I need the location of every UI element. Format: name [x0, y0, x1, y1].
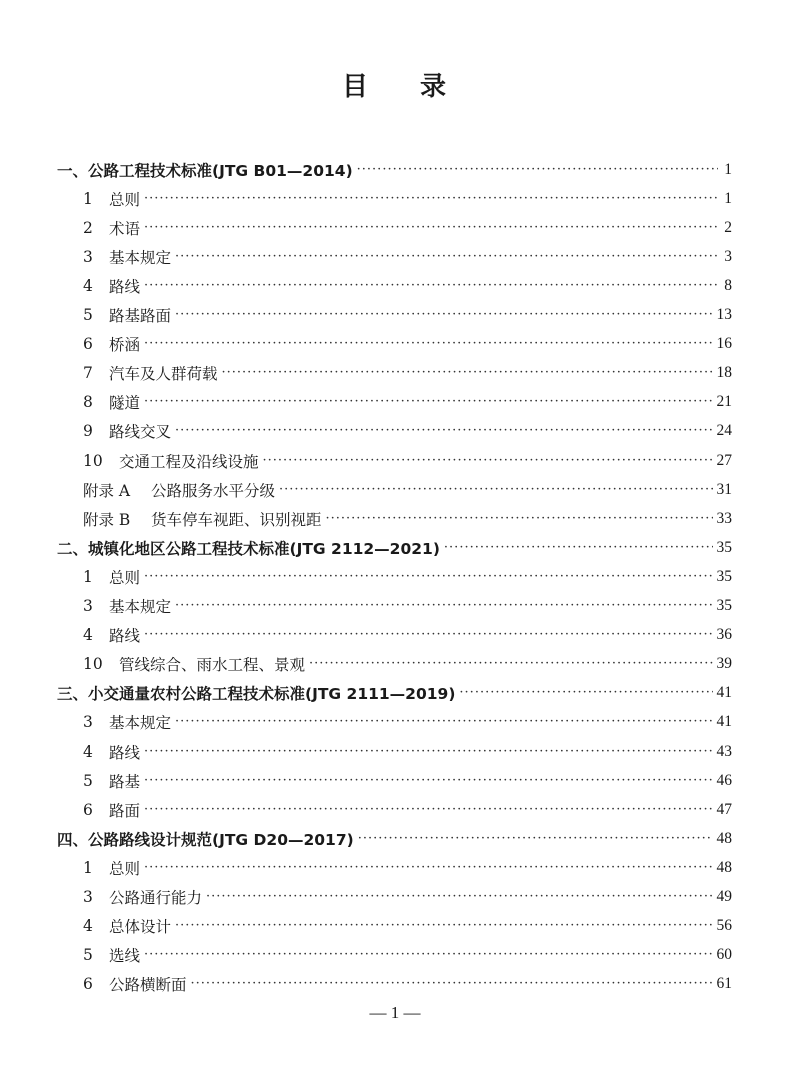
- dot-leader: [175, 917, 712, 935]
- toc-page-number: 46: [716, 771, 732, 789]
- toc-item[interactable]: [83, 941, 732, 970]
- toc-item[interactable]: [83, 446, 732, 475]
- toc-page-number: 41: [716, 684, 732, 702]
- toc-item-title: 总则: [109, 859, 141, 878]
- dot-leader: [144, 190, 718, 208]
- toc-item-number: 3: [83, 713, 93, 732]
- toc-item-title: 货车停车视距、识别视距: [151, 510, 322, 529]
- toc-item-title: 基本规定: [109, 598, 172, 616]
- toc-item[interactable]: [83, 795, 732, 824]
- toc-section[interactable]: [57, 155, 732, 184]
- dot-leader: [191, 975, 713, 993]
- dot-leader: [263, 452, 713, 470]
- toc-item[interactable]: [83, 388, 732, 417]
- toc-item[interactable]: [83, 271, 732, 300]
- toc-item-title: 管线综合、雨水工程、景观: [119, 656, 306, 675]
- toc-page-number: 16: [716, 335, 732, 353]
- toc-item-number: 2: [83, 218, 93, 237]
- toc-item-number: 9: [83, 422, 93, 441]
- toc-item-title: 公路横断面: [109, 976, 187, 995]
- toc-page-number: 3: [724, 247, 732, 265]
- dot-leader: [144, 277, 718, 295]
- toc-item[interactable]: [83, 592, 732, 621]
- toc-item-title: 总则: [109, 190, 141, 209]
- toc-item-title: 总体设计: [109, 918, 172, 937]
- toc-page-number: 27: [716, 451, 732, 469]
- toc-item-title: 路基路面: [109, 307, 172, 325]
- toc-section[interactable]: [57, 679, 732, 708]
- dot-leader: [144, 335, 712, 353]
- toc-page-number: 18: [716, 364, 732, 382]
- toc-item[interactable]: [83, 912, 732, 941]
- toc-page-number: 41: [716, 713, 732, 731]
- toc-item-title: 路线: [109, 743, 141, 762]
- toc-page-number: 60: [716, 946, 732, 964]
- toc-page-number: 49: [716, 888, 732, 905]
- toc-item[interactable]: [83, 970, 732, 999]
- toc-page-number: 24: [716, 422, 732, 440]
- toc-page-number: 36: [716, 626, 732, 644]
- toc-item[interactable]: [83, 330, 732, 359]
- toc-item-number: 5: [83, 946, 93, 965]
- toc-item-number: 7: [83, 364, 93, 383]
- toc-item[interactable]: [83, 853, 732, 882]
- title-char-2: 录: [420, 72, 449, 102]
- dot-leader: [144, 743, 712, 761]
- page-title: [0, 66, 790, 103]
- dot-leader: [444, 539, 713, 557]
- toc-section-title: 二、城镇化地区公路工程技术标准(JTG 2112—2021): [57, 539, 440, 558]
- toc-item-number: 1: [83, 189, 93, 208]
- toc-item[interactable]: [83, 708, 732, 737]
- toc-page-number: 39: [716, 655, 732, 673]
- dot-leader: [144, 568, 712, 586]
- toc-item-number: 附录 B: [83, 510, 131, 529]
- toc-page-number: 2: [724, 218, 732, 236]
- dot-leader: [144, 801, 712, 819]
- toc-item-title: 隧道: [109, 394, 141, 413]
- toc-page-number: 33: [716, 509, 732, 527]
- toc-item-number: 4: [83, 276, 93, 295]
- toc-page-number: 43: [716, 742, 732, 760]
- toc-item[interactable]: [83, 562, 732, 591]
- dot-leader: [358, 830, 713, 848]
- toc-item[interactable]: [83, 621, 732, 650]
- toc-item-title: 路面: [109, 801, 141, 820]
- toc-page-number: 13: [716, 306, 732, 323]
- toc-page-number: 56: [716, 917, 732, 935]
- toc-item-number: 10: [83, 451, 103, 470]
- toc-item-number: 4: [83, 626, 93, 645]
- toc-item-number: 3: [83, 597, 93, 615]
- toc-section-title: 三、小交通量农村公路工程技术标准(JTG 2111—2019): [57, 685, 456, 704]
- toc-item-number: 10: [83, 655, 103, 674]
- dot-leader: [175, 597, 712, 615]
- toc-section[interactable]: [57, 533, 732, 562]
- toc-item[interactable]: [83, 242, 732, 271]
- toc-item[interactable]: [83, 301, 732, 330]
- toc-item-number: 8: [83, 393, 93, 412]
- toc-page-number: 1: [724, 189, 732, 207]
- toc-item[interactable]: [83, 475, 732, 504]
- dot-leader: [144, 859, 712, 877]
- toc-item-title: 公路通行能力: [109, 889, 203, 907]
- toc-item[interactable]: [83, 737, 732, 766]
- dot-leader: [175, 713, 712, 731]
- toc-item-title: 基本规定: [109, 714, 172, 733]
- toc-item[interactable]: [83, 417, 732, 446]
- toc-page-number: 21: [716, 393, 732, 411]
- toc-page-number: 8: [724, 276, 732, 294]
- toc-item-number: 1: [83, 858, 93, 877]
- toc-item-title: 路线: [109, 277, 141, 296]
- toc-item[interactable]: [83, 359, 732, 388]
- dot-leader: [309, 655, 712, 673]
- toc-item[interactable]: [83, 766, 732, 795]
- dot-leader: [326, 510, 713, 528]
- toc-item-title: 选线: [109, 947, 141, 966]
- toc-item-number: 4: [83, 917, 93, 936]
- toc-section-title: 一、公路工程技术标准(JTG B01—2014): [57, 161, 353, 180]
- toc-item-number: 3: [83, 888, 93, 906]
- toc-item-number: 5: [83, 771, 93, 790]
- dot-leader: [459, 684, 712, 702]
- toc-item-title: 汽车及人群荷载: [109, 365, 218, 384]
- toc-item-number: 6: [83, 975, 93, 994]
- toc-item-title: 路线交叉: [109, 423, 172, 442]
- toc-item-number: 6: [83, 800, 93, 819]
- toc-page-number: 48: [716, 829, 732, 847]
- toc-item[interactable]: [83, 883, 732, 912]
- dot-leader: [222, 364, 713, 382]
- toc-item-number: 3: [83, 247, 93, 266]
- toc-item-title: 术语: [109, 219, 141, 238]
- toc-item-title: 基本规定: [109, 248, 172, 267]
- dot-leader: [144, 946, 712, 964]
- toc-section[interactable]: [57, 824, 732, 853]
- toc-item[interactable]: [83, 504, 732, 533]
- dot-leader: [206, 888, 712, 906]
- toc-item-title: 公路服务水平分级: [151, 481, 276, 500]
- toc-page-number: 1: [724, 160, 732, 178]
- toc-page-number: 35: [716, 567, 732, 585]
- toc-item-title: 交通工程及沿线设施: [119, 452, 259, 471]
- title-char-1: 目: [341, 72, 370, 102]
- toc-page-number: 35: [716, 597, 732, 614]
- toc-item-title: 路基: [109, 772, 141, 791]
- toc-item[interactable]: [83, 650, 732, 679]
- toc-item[interactable]: [83, 184, 732, 213]
- dot-leader: [175, 422, 712, 440]
- toc-item-title: 路线: [109, 627, 141, 646]
- dot-leader: [144, 626, 712, 644]
- dot-leader: [144, 219, 718, 237]
- toc-page-number: 35: [716, 538, 732, 556]
- toc-item-number: 1: [83, 567, 93, 586]
- toc-section-title: 四、公路路线设计规范(JTG D20—2017): [57, 830, 354, 849]
- dot-leader: [279, 481, 712, 499]
- toc-page-number: 47: [716, 800, 732, 818]
- dot-leader: [144, 772, 712, 790]
- toc-item-number: 附录 A: [83, 481, 131, 500]
- toc-item-number: 4: [83, 742, 93, 761]
- dot-leader: [175, 306, 712, 324]
- toc-item-number: 5: [83, 306, 93, 324]
- toc-page-number: 48: [716, 858, 732, 876]
- toc-item-title: 总则: [109, 568, 141, 587]
- dot-leader: [175, 248, 718, 266]
- toc-page-number: 31: [716, 480, 732, 498]
- page-number-footer: — 1 —: [369, 1003, 421, 1022]
- dot-leader: [357, 161, 718, 179]
- toc-item-title: 桥涵: [109, 336, 141, 355]
- toc-item[interactable]: [83, 213, 732, 242]
- dot-leader: [144, 393, 712, 411]
- toc-item-number: 6: [83, 335, 93, 354]
- toc-page-number: 61: [716, 975, 732, 993]
